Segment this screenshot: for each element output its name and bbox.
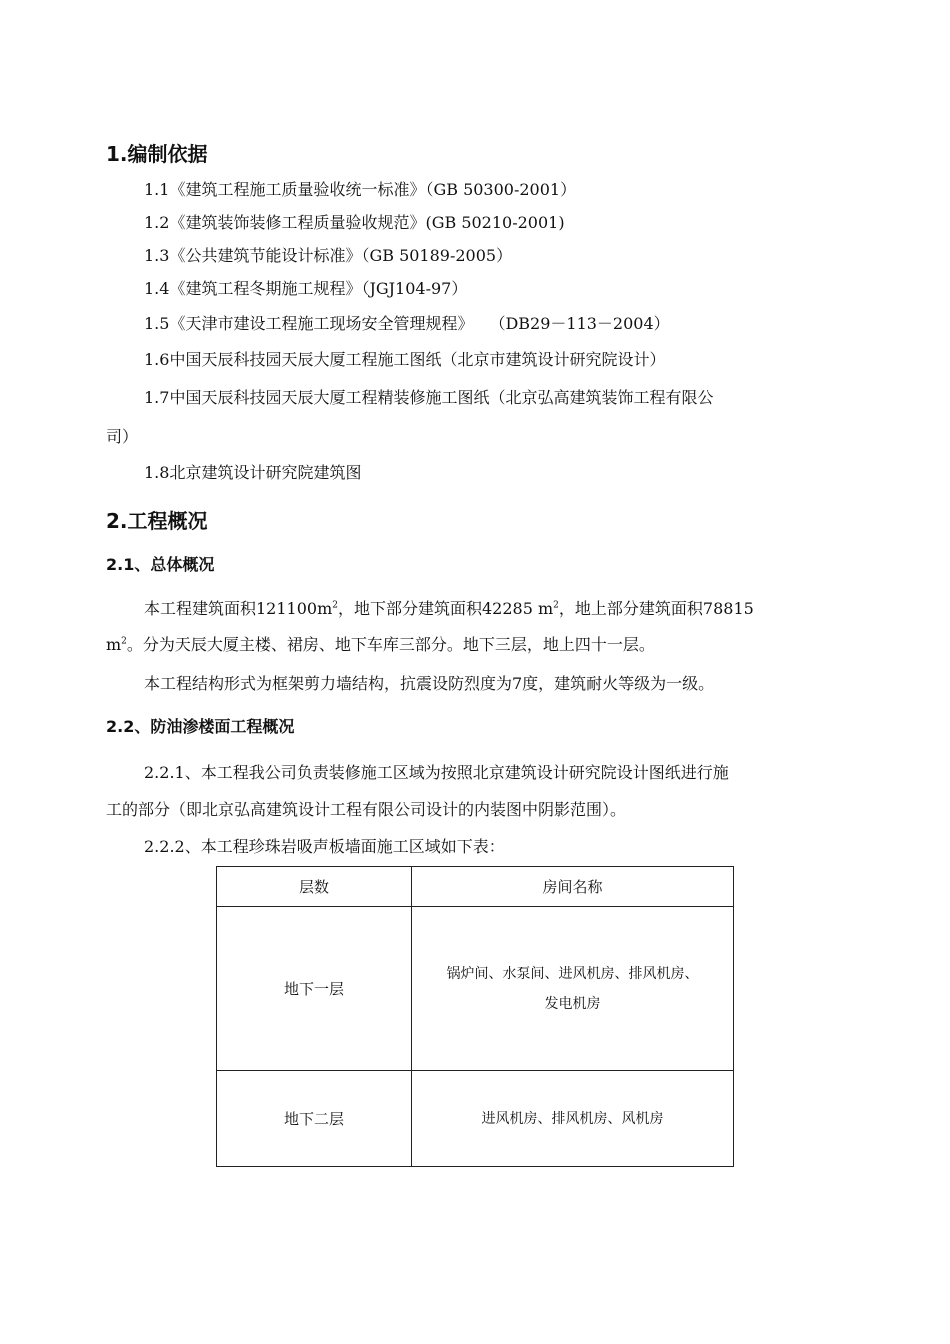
para-2-2-1-cont: 工的部分（即北京弘高建筑设计工程有限公司设计的内装图中阴影范围）。	[106, 800, 627, 819]
overview-para-1-cont: $m^2$。分为天辰大厦主楼、裙房、地下车库三部分。地下三层，地上四十一层。	[106, 635, 655, 654]
heading-2: 2.工程概况	[106, 509, 208, 533]
ref-1-5: 1.5《天津市建设工程施工现场安全管理规程》 （DB29－113－2004）	[144, 314, 670, 333]
ref-1-7: 1.7中国天辰科技园天辰大厦工程精装修施工图纸（北京弘高建筑装饰工程有限公	[144, 388, 714, 407]
ref-1-1: 1.1《建筑工程施工质量验收统一标准》（GB 50300-2001）	[144, 180, 577, 199]
ref-1-3: 1.3《公共建筑节能设计标准》（GB 50189-2005）	[144, 246, 513, 265]
ref-1-2: 1.2《建筑装饰装修工程质量验收规范》(GB 50210-2001)	[144, 213, 565, 232]
cell-floor: 地下一层	[217, 907, 412, 1071]
para-2-2-2: 2.2.2、本工程珍珠岩吸声板墙面施工区域如下表：	[144, 837, 505, 856]
table-header-row	[217, 867, 734, 907]
table-row	[217, 907, 734, 1071]
ref-1-6: 1.6中国天辰科技园天辰大厦工程施工图纸（北京市建筑设计研究院设计）	[144, 350, 666, 369]
rooms-table	[216, 866, 734, 1167]
heading-1: 1.编制依据	[106, 142, 208, 166]
para-2-2-1: 2.2.1、本工程我公司负责装修施工区域为按照北京建筑设计研究院设计图纸进行施	[144, 763, 729, 782]
ref-1-8: 1.8北京建筑设计研究院建筑图	[144, 463, 362, 482]
cell-rooms: 进风机房、排风机房、风机房	[412, 1071, 734, 1167]
cell-rooms: 锅炉间、水泵间、进风机房、排风机房、 发电机房	[412, 907, 734, 1071]
overview-para-2: 本工程结构形式为框架剪力墙结构，抗震设防烈度为7度，建筑耐火等级为一级。	[144, 674, 715, 693]
heading-2-1: 2.1、总体概况	[106, 555, 215, 574]
header-room-name: 房间名称	[412, 867, 734, 907]
overview-para-1: 本工程建筑面积$121100m^2$，地下部分建筑面积42285 $m^2$，地上部分建筑面积78815	[144, 599, 754, 618]
heading-2-2: 2.2、防油渗楼面工程概况	[106, 717, 295, 736]
table-row	[217, 1071, 734, 1167]
ref-1-7-cont: 司）	[106, 427, 139, 446]
cell-floor: 地下二层	[217, 1071, 412, 1167]
ref-1-4: 1.4《建筑工程冬期施工规程》（JGJ104-97）	[144, 279, 468, 298]
header-floor: 层数	[217, 867, 412, 907]
